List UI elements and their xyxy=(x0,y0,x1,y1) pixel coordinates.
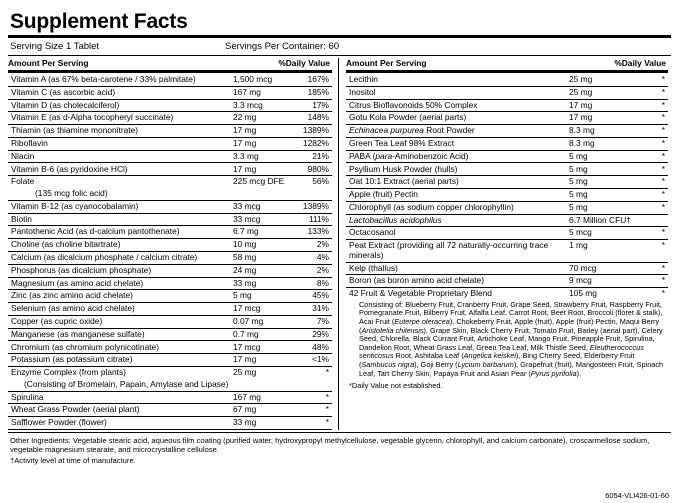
nutrient-subnote-text: (135 mcg folic acid) xyxy=(35,188,108,199)
nutrient-name: Choline (as choline bitartrate) xyxy=(8,239,229,252)
table-row xyxy=(346,176,668,189)
nutrient-dv: * xyxy=(631,163,668,176)
table-row xyxy=(8,226,332,239)
blend-ingredients: Consisting of: Blueberry Fruit, Cranberry Fruit, Grape Seed, Strawberry Fruit, Raspberry Fruit, Pomegranate Fruit, Bilberry Fruit, Alfalfa Leaf, Carrot Root, Beet Root, Broccoli (floret & stalk), Acai Fruit (Euterpe oleracea), Chokeberry Fruit, Apple (fruit), Apple (fruit) Pectin, Maqui Berry (Aristotelia chilensis), Grape Skin, Black Cherry Fruit, Tomato Fruit, Barley (aerial part), Celery Seed, Chlorella, Black Currant Fruit, Artichoke Leaf, Mango Fruit, Pineapple Fruit, Spirulina, Dandelion Root, Wheat Grass Leaf, Green Tea Leaf, Milk Thistle Seed, Eleutherococcus senticosus Root, Ashitaba Leaf (Angelica keiskei), Bing Cherry Seed, Elderberry Fruit (Sambucus nigra), Goji Berry (Lycium barbarum), Grapefruit (fruit), Mangosteen Fruit, Spinach Leaf, Tart Cherry Skin, Papaya Fruit and Asian Pear (Pyrus pyrifolia). xyxy=(359,299,664,378)
nutrient-name: Niacin xyxy=(8,150,229,163)
table-row xyxy=(346,150,668,163)
table-row xyxy=(346,227,668,240)
nutrient-name-italic: Echinacea purpurea xyxy=(349,125,424,136)
nutrient-dv: * xyxy=(325,367,329,378)
nutrient-dv: * xyxy=(631,201,668,214)
nutrient-dv: * xyxy=(631,112,668,125)
nutrient-amount: 5 mcg xyxy=(565,227,631,240)
nutrient-name: Peat Extract (providing all 72 naturally-occurring trace minerals) xyxy=(346,240,565,262)
nutrient-dv: * xyxy=(631,240,668,262)
table-row xyxy=(346,214,668,227)
table-row xyxy=(8,277,332,290)
nutrient-dv: * xyxy=(631,137,668,150)
nutrient-name: Phosphorus (as dicalcium phosphate) xyxy=(8,264,229,277)
nutrient-dv: * xyxy=(631,227,668,240)
nutrient-amount: 3.3 mg xyxy=(229,150,295,163)
right-nutrient-table xyxy=(346,74,668,380)
nutrient-amount: 24 mg xyxy=(229,264,295,277)
nutrient-amount: 33 mcg xyxy=(229,200,295,213)
servings-per-container: Servings Per Container: 60 xyxy=(225,41,340,52)
blend-dv: * xyxy=(661,288,665,299)
daily-value-footnote: *Daily Value not established. xyxy=(349,381,443,391)
nutrient-name: Calcium (as dicalcium phosphate / calcium citrate) xyxy=(8,251,229,264)
nutrient-dv: 4% xyxy=(295,251,332,264)
nutrient-amount: 3.3 mcg xyxy=(229,99,295,112)
left-header-bar xyxy=(8,70,332,73)
serving-divider xyxy=(8,55,671,56)
table-row xyxy=(8,341,332,354)
nutrient-subnote xyxy=(8,379,332,391)
table-row xyxy=(8,264,332,277)
left-column-header xyxy=(8,58,332,70)
nutrient-dv: * xyxy=(631,86,668,99)
left-nutrient-table xyxy=(8,74,332,430)
nutrient-dv: 1282% xyxy=(295,137,332,150)
table-subrow xyxy=(8,379,332,391)
nutrient-amount: 17 mg xyxy=(229,125,295,138)
serving-size: Serving Size 1 Tablet xyxy=(10,41,100,52)
nutrient-amount: 25 mg xyxy=(233,367,257,378)
nutrient-dv-empty xyxy=(295,188,332,200)
nutrient-amount: 17 mcg xyxy=(229,341,295,354)
table-row xyxy=(8,176,332,188)
nutrient-amount: 25 mg xyxy=(565,86,631,99)
nutrient-amount: 25 mg xyxy=(565,74,631,86)
table-row xyxy=(8,354,332,367)
nutrient-name: Psyllium Husk Powder (hulls) xyxy=(346,163,565,176)
nutrient-amount: 17 mg xyxy=(229,137,295,150)
nutrient-amount: 17 mg xyxy=(565,112,631,125)
table-row xyxy=(346,112,668,125)
right-column xyxy=(344,58,668,390)
nutrient-name: Wheat Grass Powder (aerial plant) xyxy=(8,404,229,417)
nutrient-dv: 185% xyxy=(295,86,332,99)
table-row xyxy=(346,163,668,176)
nutrient-name: Kelp (thallus) xyxy=(346,262,565,275)
nutrient-dv: * xyxy=(295,404,332,417)
table-row xyxy=(8,391,332,404)
blend-row xyxy=(346,288,668,300)
nutrient-amount: 17 mg xyxy=(565,99,631,112)
nutrient-name: Apple (fruit) Pectin xyxy=(346,189,565,202)
nutrient-dv: * xyxy=(295,417,332,430)
table-row xyxy=(8,200,332,213)
nutrient-name: Green Tea Leaf 98% Extract xyxy=(346,137,565,150)
table-row xyxy=(346,201,668,214)
nutrient-dv: 7% xyxy=(295,315,332,328)
nutrient-amount: 33 mg xyxy=(229,277,295,290)
daily-value-header: %Daily Value xyxy=(278,58,330,68)
nutrient-amount: 225 mcg DFE xyxy=(233,176,285,187)
nutrient-amount: 5 mg xyxy=(565,189,631,202)
serving-info xyxy=(10,41,671,52)
nutrient-dv: * xyxy=(631,150,668,163)
nutrient-dv: 17% xyxy=(295,99,332,112)
nutrient-name: Oat 10:1 Extract (aerial parts) xyxy=(346,176,565,189)
right-header-bar xyxy=(346,70,668,73)
table-row xyxy=(346,275,668,288)
nutrient-dv: * xyxy=(631,275,668,288)
nutrient-name: Inositol xyxy=(346,86,565,99)
nutrient-name: Vitamin B-6 (as pyridoxine HCl) xyxy=(8,163,229,176)
nutrient-dv: 2% xyxy=(295,239,332,252)
blend-name: 42 Fruit & Vegetable Proprietary Blend xyxy=(349,288,492,299)
nutrient-name: Selenium (as amino acid chelate) xyxy=(8,303,229,316)
nutrient-name: Vitamin D (as cholecalciferol) xyxy=(8,99,229,112)
nutrient-dv: 1389% xyxy=(295,200,332,213)
nutrient-dv: 133% xyxy=(295,226,332,239)
nutrient-amount: 8.3 mg xyxy=(565,137,631,150)
nutrient-amount-empty xyxy=(229,188,295,200)
nutrient-amount: 5 mg xyxy=(565,150,631,163)
nutrient-amount: 5 mg xyxy=(565,201,631,214)
nutrient-name: Enzyme Complex (from plants) xyxy=(11,367,126,378)
nutrient-name: Vitamin E (as d-Alpha tocopheryl succinate) xyxy=(8,112,229,125)
product-code: 6054-VLI426-01-60 xyxy=(605,491,669,500)
table-row xyxy=(8,213,332,226)
nutrient-subnote xyxy=(8,188,229,200)
table-row xyxy=(8,417,332,430)
nutrient-amount: 167 mg xyxy=(229,86,295,99)
nutrient-amount: 9 mcg xyxy=(565,275,631,288)
nutrient-name xyxy=(346,214,565,227)
table-row xyxy=(8,315,332,328)
table-row xyxy=(8,150,332,163)
table-row xyxy=(8,99,332,112)
table-row xyxy=(346,262,668,275)
blend-amount: 105 mg xyxy=(569,288,597,299)
amount-per-serving-header-right: Amount Per Serving xyxy=(346,58,427,68)
table-row xyxy=(8,112,332,125)
title-divider xyxy=(8,35,671,38)
nutrient-name: Potassium (as potassium citrate) xyxy=(8,354,229,367)
nutrient-name: PABA (para-Aminobenzoic Acid) xyxy=(346,150,565,163)
table-row xyxy=(8,163,332,176)
nutrient-dv: 31% xyxy=(295,303,332,316)
nutrient-dv: 48% xyxy=(295,341,332,354)
blend-body-row xyxy=(346,300,668,380)
other-ingredients: Other Ingredients: Vegetable stearic acid, aqueous film coating (purified water, hydroxypropyl methylcellulose, vegetable glycerin, chlorophyll, and calcium carbonate), croscarmellose sodium, vegetable magnesium stearate, and microcrystalline cellulose. xyxy=(10,435,650,455)
nutrient-amount: 5 mg xyxy=(565,176,631,189)
nutrient-name: Vitamin C (as ascorbic acid) xyxy=(8,86,229,99)
table-row xyxy=(8,328,332,341)
table-subrow xyxy=(8,188,332,200)
nutrient-amount: 67 mg xyxy=(229,404,295,417)
left-column xyxy=(8,58,338,430)
nutrient-name: Safflower Powder (flower) xyxy=(8,417,229,430)
nutrient-amount: 8.3 mg xyxy=(565,125,631,138)
nutrient-amount: 0.07 mg xyxy=(229,315,295,328)
activity-footnote: †Activity level at time of manufacture. xyxy=(10,455,136,465)
nutrient-amount: 33 mcg xyxy=(229,213,295,226)
bottom-divider xyxy=(8,432,671,433)
table-row xyxy=(8,303,332,316)
column-divider xyxy=(338,58,339,430)
nutrient-name: Riboflavin xyxy=(8,137,229,150)
table-row xyxy=(8,239,332,252)
table-row xyxy=(8,137,332,150)
nutrient-amount: 17 mg xyxy=(229,163,295,176)
table-row xyxy=(346,240,668,262)
nutrient-name: Spirulina xyxy=(8,391,229,404)
nutrient-dv: 56% xyxy=(312,176,329,187)
nutrient-name: Octacosanol xyxy=(346,227,565,240)
nutrient-name: Folate xyxy=(11,176,35,187)
table-row xyxy=(346,137,668,150)
nutrient-name: Gotu Kola Powder (aerial parts) xyxy=(346,112,565,125)
nutrient-amount: 6.7 Million CFU† xyxy=(565,214,668,227)
nutrient-dv: 980% xyxy=(295,163,332,176)
nutrient-name: Chromium (as chromium polynicotinate) xyxy=(8,341,229,354)
nutrient-amount: 17 mg xyxy=(229,354,295,367)
nutrient-amount: 0.7 mg xyxy=(229,328,295,341)
nutrient-dv: 8% xyxy=(295,277,332,290)
nutrient-dv: 1389% xyxy=(295,125,332,138)
nutrient-name: Copper (as cupric oxide) xyxy=(8,315,229,328)
nutrient-name: Magnesium (as amino acid chelate) xyxy=(8,277,229,290)
table-row xyxy=(346,125,668,138)
daily-value-header-right: %Daily Value xyxy=(614,58,666,68)
nutrient-amount: 167 mg xyxy=(229,391,295,404)
nutrient-name: Boron (as boron amino acid chelate) xyxy=(346,275,565,288)
nutrient-dv: * xyxy=(631,189,668,202)
nutrient-amount: 5 mg xyxy=(565,163,631,176)
nutrient-name: Thiamin (as thiamine mononitrate) xyxy=(8,125,229,138)
nutrient-amount: 10 mg xyxy=(229,239,295,252)
table-row xyxy=(346,189,668,202)
page-title: Supplement Facts xyxy=(10,10,188,33)
table-row xyxy=(8,251,332,264)
nutrient-name: Biotin xyxy=(8,213,229,226)
nutrition-columns xyxy=(8,58,671,430)
nutrient-dv: 148% xyxy=(295,112,332,125)
nutrient-name: Chlorophyll (as sodium copper chlorophyllin) xyxy=(346,201,565,214)
nutrient-dv: * xyxy=(631,74,668,86)
nutrient-dv: * xyxy=(631,99,668,112)
nutrient-name: Pantothenic Acid (as d-calcium pantothenate) xyxy=(8,226,229,239)
amount-per-serving-header: Amount Per Serving xyxy=(8,58,89,68)
table-row xyxy=(8,125,332,138)
nutrient-name: Vitamin B-12 (as cyanocobalamin) xyxy=(8,200,229,213)
nutrient-amount: 70 mcg xyxy=(565,262,631,275)
nutrient-amount: 17 mcg xyxy=(229,303,295,316)
table-row xyxy=(346,86,668,99)
nutrient-dv: <1% xyxy=(295,354,332,367)
nutrient-amount: 5 mg xyxy=(229,290,295,303)
table-row xyxy=(8,404,332,417)
nutrient-amount: 33 mg xyxy=(229,417,295,430)
nutrient-name-italic: Lactobacillus acidophilus xyxy=(349,214,442,225)
nutrient-dv: * xyxy=(295,391,332,404)
nutrient-amount: 1 mg xyxy=(565,240,631,262)
nutrient-amount: 1,500 mcg xyxy=(229,74,295,86)
nutrient-dv: * xyxy=(631,125,668,138)
nutrient-name: Citrus Bioflavonoids 50% Complex xyxy=(346,99,565,112)
nutrient-amount: 22 mg xyxy=(229,112,295,125)
nutrient-dv: 45% xyxy=(295,290,332,303)
nutrient-name: Lecithin xyxy=(346,74,565,86)
nutrient-name: Vitamin A (as 67% beta-carotene / 33% palmitate) xyxy=(8,74,229,86)
table-row xyxy=(8,290,332,303)
table-row xyxy=(346,99,668,112)
nutrient-amount: 58 mg xyxy=(229,251,295,264)
table-row xyxy=(346,74,668,86)
table-row xyxy=(8,74,332,86)
nutrient-dv: 29% xyxy=(295,328,332,341)
nutrient-name: Zinc (as zinc amino acid chelate) xyxy=(8,290,229,303)
table-row xyxy=(8,86,332,99)
right-column-header xyxy=(346,58,668,70)
nutrient-dv: 167% xyxy=(295,74,332,86)
nutrient-dv: 21% xyxy=(295,150,332,163)
nutrient-name xyxy=(346,125,565,138)
table-row xyxy=(8,366,332,378)
nutrient-dv: 111% xyxy=(295,213,332,226)
nutrient-subnote-text: (Consisting of Bromelain, Papain, Amylase and Lipase) xyxy=(24,378,229,389)
nutrient-name-plain: Root Powder xyxy=(423,125,475,136)
nutrient-dv: * xyxy=(631,176,668,189)
nutrient-name: Manganese (as manganese sulfate) xyxy=(8,328,229,341)
nutrient-amount: 6.7 mg xyxy=(229,226,295,239)
nutrient-dv: 2% xyxy=(295,264,332,277)
nutrient-dv: * xyxy=(631,262,668,275)
